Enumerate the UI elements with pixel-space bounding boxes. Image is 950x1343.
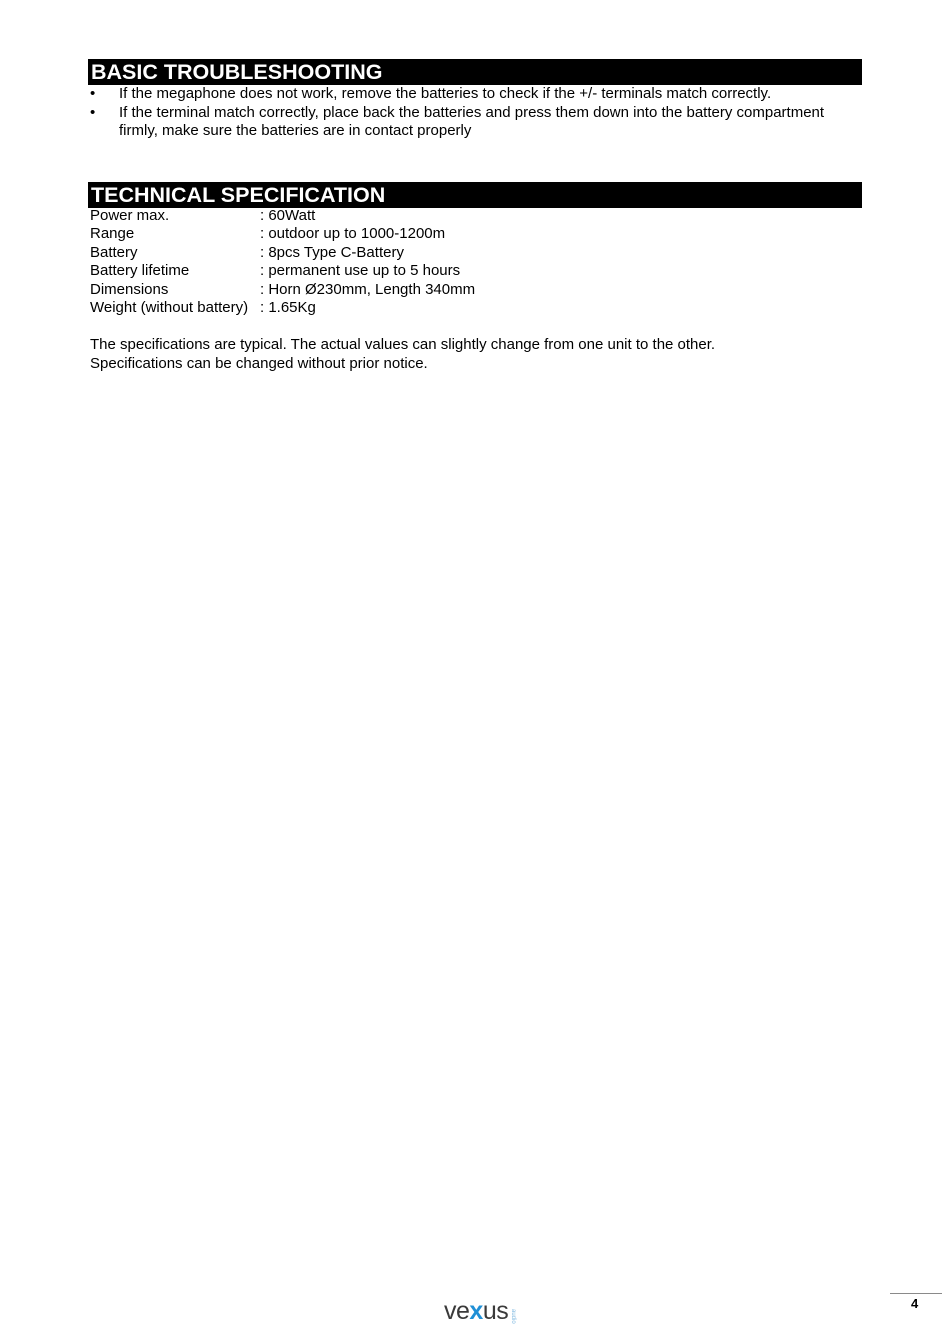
list-item-text: If the terminal match correctly, place back the batteries and press them down into the battery compartment firmly, make sure the batteries are in contact properly (119, 103, 825, 140)
spec-label: Dimensions (90, 280, 169, 298)
spec-label: Range (90, 225, 135, 243)
troubleshooting-list (88, 85, 848, 141)
spec-label: Battery (90, 243, 138, 261)
table-row (90, 262, 475, 280)
note-line: Specifications can be changed without prior notice. (90, 354, 428, 372)
footer-divider (890, 1293, 942, 1294)
list-item (88, 104, 848, 141)
table-row (90, 281, 475, 299)
table-row (90, 225, 475, 243)
spec-value: : permanent use up to 5 hours (260, 262, 461, 280)
list-item-text: If the megaphone does not work, remove the batteries to check if the +/- terminals match correctly. (119, 85, 772, 102)
bullet-icon: • (90, 85, 96, 102)
table-row (90, 207, 475, 225)
logo-text-x: x (469, 1297, 483, 1325)
logo-text-start: ve (444, 1297, 470, 1325)
table-row (90, 299, 475, 317)
list-item (88, 85, 848, 104)
spec-value: : outdoor up to 1000-1200m (260, 225, 446, 243)
page-number: 4 (911, 1296, 919, 1311)
spec-value: : Horn Ø230mm, Length 340mm (260, 280, 476, 298)
spec-label: Power max. (90, 207, 170, 224)
logo-text-end: us (482, 1297, 509, 1325)
spec-label: Weight (without battery) (90, 299, 249, 317)
troubleshooting-heading: BASIC TROUBLESHOOTING (88, 59, 862, 85)
specification-note (90, 336, 850, 373)
spec-value: : 8pcs Type C-Battery (260, 243, 404, 261)
logo-tagline: audio (510, 1309, 517, 1324)
bullet-icon: • (90, 103, 96, 121)
note-line: The specifications are typical. The actual values can slightly change from one unit to the other. (90, 336, 716, 353)
specification-table (90, 207, 475, 317)
table-row (90, 244, 475, 262)
spec-value: : 1.65Kg (260, 299, 316, 317)
specification-heading: TECHNICAL SPECIFICATION (88, 182, 862, 208)
spec-value: : 60Watt (260, 207, 316, 224)
vexus-logo (444, 1296, 516, 1324)
spec-label: Battery lifetime (90, 262, 190, 280)
